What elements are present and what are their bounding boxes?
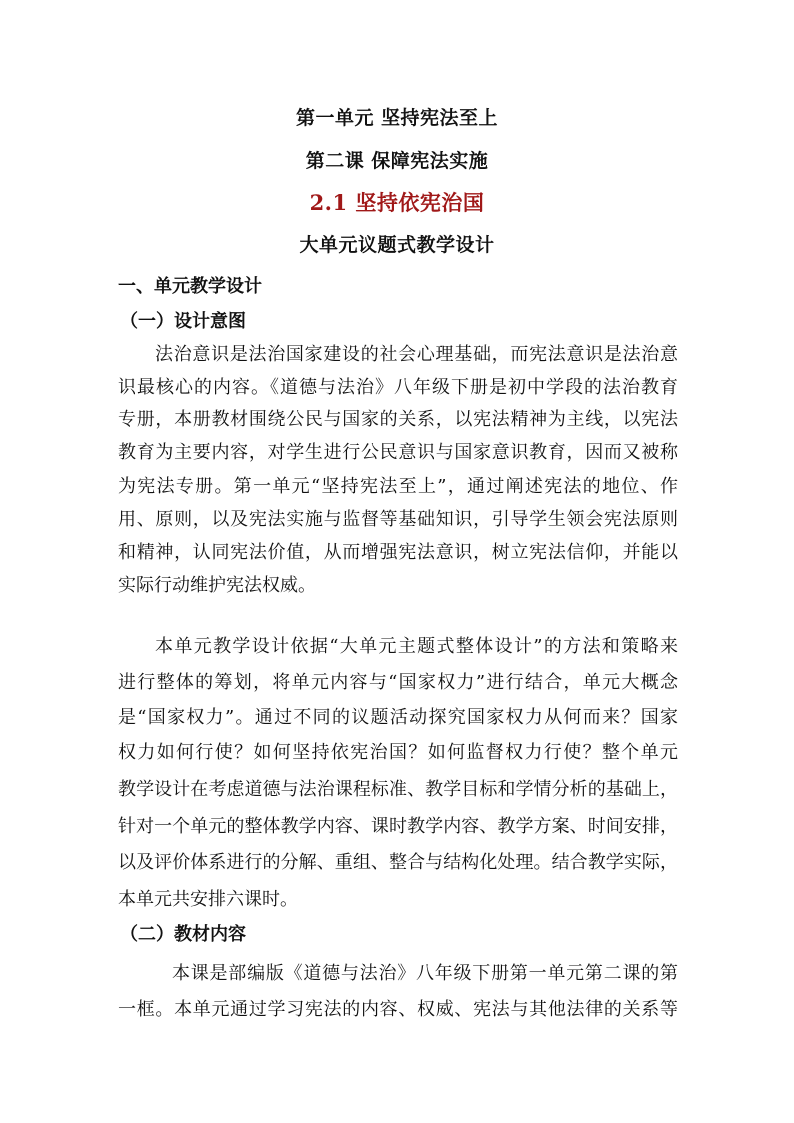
lesson-title: 第二课 保障宪法实施 — [305, 150, 489, 172]
text-line: 权力如何行使？如何坚持依宪治国？如何监督权力行使？整个单元 — [118, 742, 678, 763]
unit-title: 第一单元 坚持宪法至上 — [295, 107, 499, 129]
text-line: 本课是部编版《道德与法治》八年级下册第一单元第二课的第 — [172, 963, 678, 984]
design-title: 大单元议题式教学设计 — [299, 234, 495, 256]
text-line: 实际行动维护宪法权威。 — [118, 575, 316, 596]
text-line: 教育为主要内容，对学生进行公民意识与国家意识教育，因而又被称 — [118, 442, 678, 463]
heading-material-content: （二）教材内容 — [120, 924, 246, 945]
text-line: 本单元共安排六课时。 — [118, 889, 298, 910]
text-line: 用、原则，以及宪法实施与监督等基础知识，引导学生领会宪法原则 — [118, 509, 678, 530]
text-line: 一框。本单元通过学习宪法的内容、权威、宪法与其他法律的关系等 — [118, 999, 678, 1020]
text-line: 法治意识是法治国家建设的社会心理基础，而宪法意识是法治意 — [155, 344, 678, 365]
text-line: 专册，本册教材围绕公民与国家的关系，以宪法精神为主线，以宪法 — [118, 409, 678, 430]
text-line: 针对一个单元的整体教学内容、课时教学内容、教学方案、时间安排， — [118, 816, 678, 837]
text-line: 为宪法专册。第一单元“坚持宪法至上”，通过阐述宪法的地位、作 — [118, 476, 678, 497]
text-line: 是“国家权力”。通过不同的议题活动探究国家权力从何而来？国家 — [118, 707, 678, 728]
section-title: 2.1 坚持依宪治国 — [309, 190, 485, 215]
text-line: 教学设计在考虑道德与法治课程标准、教学目标和学情分析的基础上， — [118, 779, 678, 800]
text-line: 进行整体的筹划，将单元内容与“国家权力”进行结合，单元大概念 — [118, 672, 678, 693]
heading-design-intent: （一）设计意图 — [120, 311, 246, 332]
text-line: 识最核心的内容。《道德与法治》八年级下册是初中学段的法治教育 — [118, 377, 678, 398]
text-line: 和精神，认同宪法价值，从而增强宪法意识，树立宪法信仰，并能以 — [118, 542, 678, 563]
heading-unit-teaching-design: 一、单元教学设计 — [118, 276, 262, 297]
text-line: 以及评价体系进行的分解、重组、整合与结构化处理。结合教学实际， — [118, 852, 678, 873]
text-line: 本单元教学设计依据“大单元主题式整体设计”的方法和策略来 — [155, 636, 678, 657]
